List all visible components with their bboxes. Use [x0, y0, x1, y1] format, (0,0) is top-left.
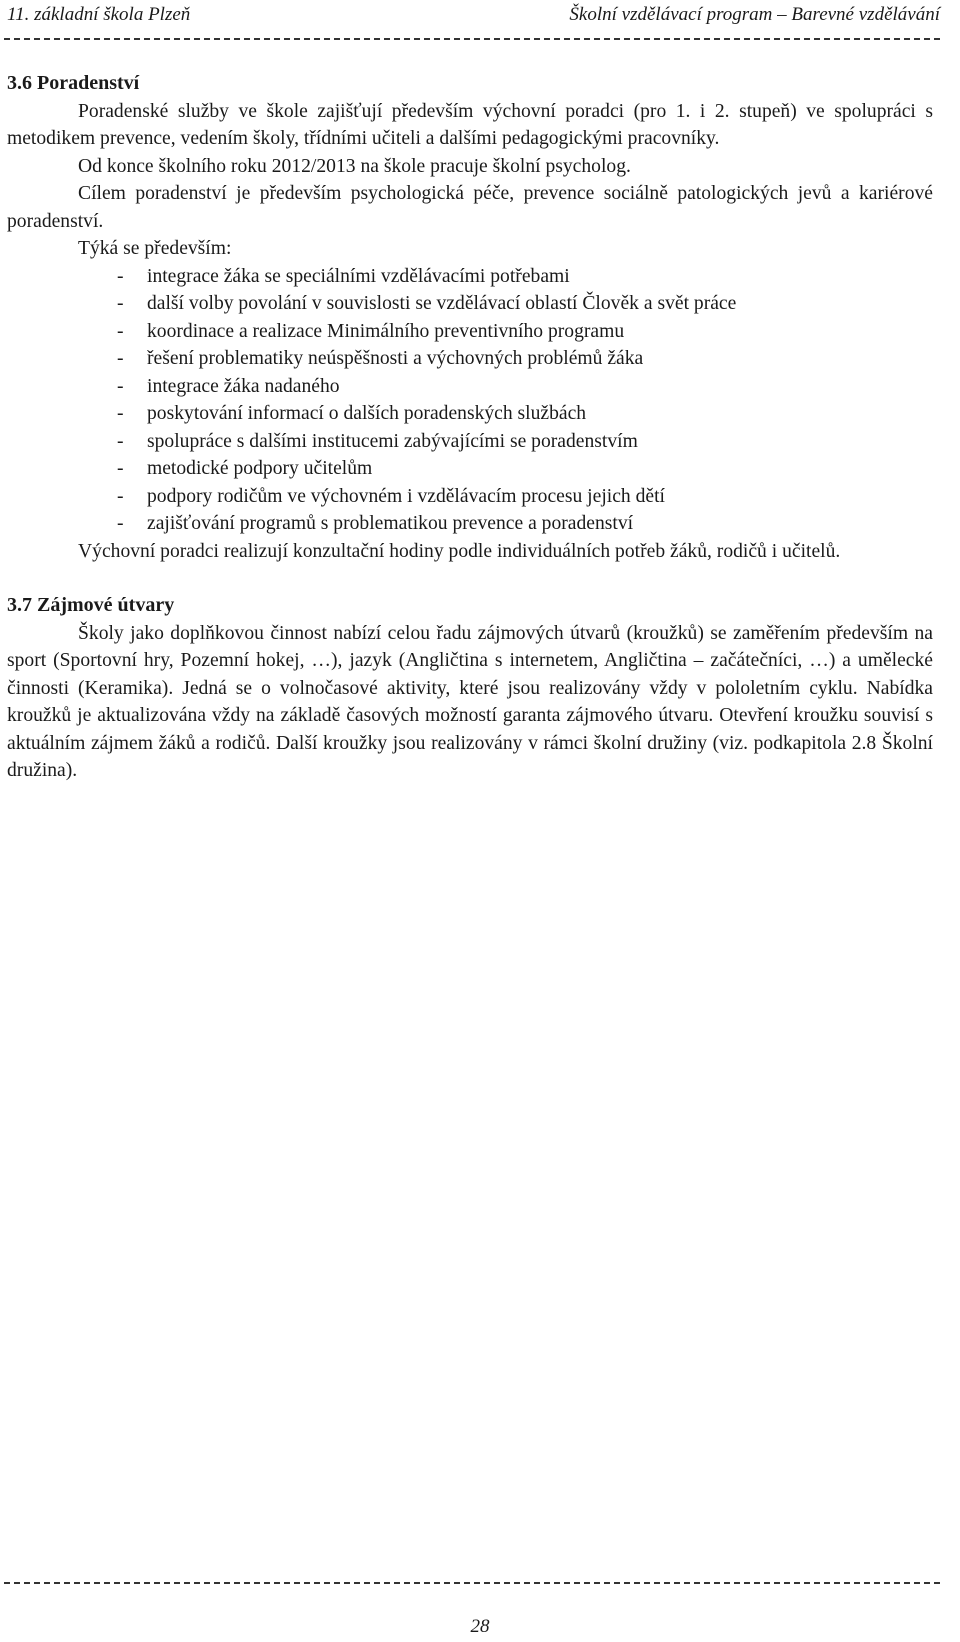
list-item: - podpory rodičům ve výchovném i vzdělávacím procesu jejich dětí: [7, 483, 933, 511]
section-poradenstvi: [7, 70, 933, 565]
section-spacer: [7, 565, 933, 592]
header-divider: [4, 38, 940, 40]
list-item: - metodické podpory učitelům: [7, 455, 933, 483]
paragraph-clubs: Školy jako doplňkovou činnost nabízí celou řadu zájmových útvarů (kroužků) se zaměřením především na sport (Sportovní hry, Pozemní hokej, …), jazyk (Angličtina s internetem, Angličtina – začátečníci, …) a umělecké činnosti (Keramika). Jedná se o volnočasové aktivity, které jsou realizovány vždy v pololetním cyklu. Nabídka kroužků je aktualizována vždy na základě časových možností garanta zájmového útvaru. Otevření kroužku souvisí s aktuálním zájmem žáků a rodičů. Další kroužky jsou realizovány v rámci školní družiny (viz. podkapitola 2.8 Školní družina).: [7, 622, 933, 781]
paragraph-psychologist: Od konce školního roku 2012/2013 na škole pracuje školní psycholog.: [78, 155, 631, 177]
list-item: - poskytování informací o dalších poradenských službách: [7, 400, 933, 428]
list-item: - koordinace a realizace Minimálního preventivního programu: [7, 318, 933, 346]
paragraph-consultation: Výchovní poradci realizují konzultační hodiny podle individuálních potřeb žáků, rodičů i učitelů.: [78, 540, 841, 562]
section-title-zajmove-utvary: 3.7 Zájmové útvary: [7, 594, 175, 616]
page-content: [7, 70, 933, 785]
paragraph-services: Poradenské služby ve škole zajišťují především výchovní poradci (pro 1. i 2. stupeň) ve spolupráci s metodikem prevence, vedením školy, třídními učiteli a dalšími pedagogickými pracovníky.: [7, 100, 933, 149]
list-intro: Týká se především:: [78, 238, 232, 259]
list-item: - zajišťování programů s problematikou prevence a poradenství: [7, 510, 933, 538]
list-item: - řešení problematiky neúspěšnosti a výchovných problémů žáka: [7, 345, 933, 373]
paragraph-goal: Cílem poradenství je především psychologická péče, prevence sociálně patologických jevů a kariérové poradenství.: [7, 183, 933, 232]
header-school-name: 11. základní škola Plzeň: [7, 4, 191, 25]
section-title-poradenstvi: 3.6 Poradenství: [7, 72, 140, 94]
focus-list: [7, 263, 933, 538]
list-item: - integrace žáka nadaného: [7, 373, 933, 401]
header-program-title: Školní vzdělávací program – Barevné vzdělávání: [569, 4, 940, 25]
list-item: - integrace žáka se speciálními vzdělávacími potřebami: [7, 263, 933, 291]
page-number: 28: [470, 1616, 490, 1637]
page-header: [7, 4, 940, 30]
list-item: - spolupráce s dalšími institucemi zabývajícími se poradenstvím: [7, 428, 933, 456]
list-item: - další volby povolání v souvislosti se vzdělávací oblastí Člověk a svět práce: [7, 290, 933, 318]
footer-divider: [4, 1582, 940, 1584]
section-zajmove-utvary: [7, 592, 933, 785]
